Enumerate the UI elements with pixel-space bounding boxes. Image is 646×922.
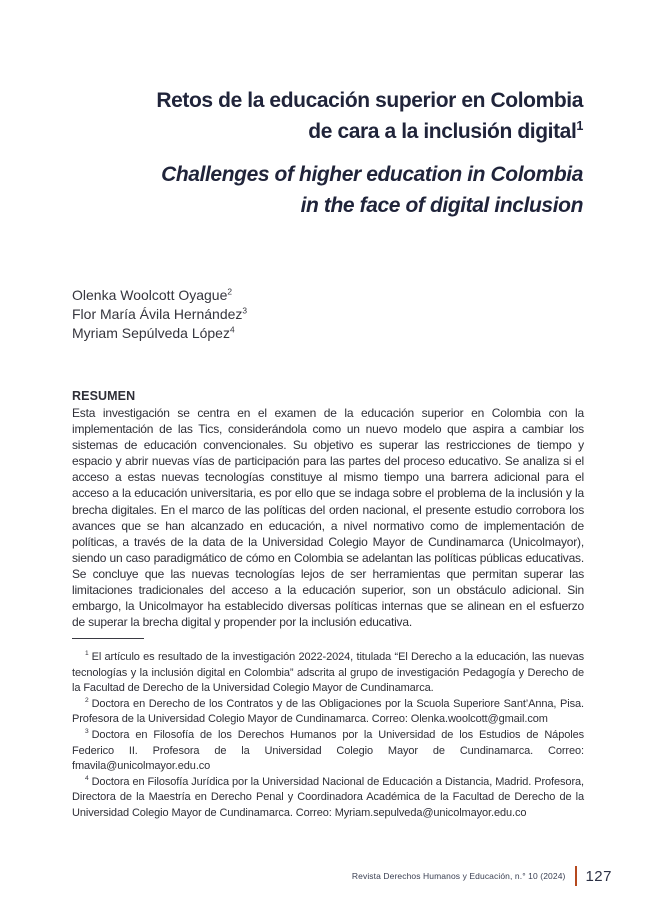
author-name: Myriam Sepúlveda López bbox=[72, 325, 230, 341]
abstract-text: Esta investigación se centra en el examen de la educación superior en Colombia con la implementación de las Tics, considerándola como un nuevo modelo que aspira a cambiar los sistemas de educación convencionales. Su objetivo es superar las restricciones de tiempo y espacio y abrir nuevas vías de participación para las partes del proceso educativo. Se analiza si el acceso a estas nuevas tecnologías constituye al mismo tiempo una barrera adicional para el acceso a la educación universitaria, es por ello que se indaga sobre el problema de la inclusión y la brecha digitales. En el marco de las políticas del orden nacional, el presente estudio corrobora los avances que se han alcanzado en educación, a nivel normativo como de implementación de políticas, a través de la data de la Universidad Colegio Mayor de Cundinamarca (Unicolmayor), siendo un caso paradigmático de cómo en Colombia se adelantan las políticas públicas educativas. Se concluye que las nuevas tecnologías lejos de ser herramientas que permitan superar las limitaciones tradicionales del acceso a la educación superior, son un obstáculo adicional. Sin embargo, la Unicolmayor ha establecido diversas políticas internas que se alinean en el esfuerzo de superar la brecha digital y propender por la inclusión educativa. bbox=[72, 406, 584, 630]
footnote-marker: 3 bbox=[85, 728, 89, 736]
footnote-4 bbox=[72, 775, 584, 822]
footnote-marker: 2 bbox=[85, 697, 89, 705]
abstract-heading: RESUMEN bbox=[72, 389, 136, 403]
footnote-text: Doctora en Filosofía Jurídica por la Universidad Nacional de Educación a Distancia, Madrid. Profesora, Directora de la Maestría en Derecho Penal y Coordinadora Académica de la Facultad de Derecho de la Universidad Colegio Mayor de Cundinamarca. Correo: Myriam.sepulveda@unicolmayor.edu.co bbox=[72, 775, 584, 819]
page-footer bbox=[352, 866, 612, 886]
footer-divider bbox=[575, 866, 577, 886]
author-name: Olenka Woolcott Oyague bbox=[72, 287, 228, 303]
footnote-separator-rule bbox=[72, 638, 144, 639]
footnote-marker: 4 bbox=[85, 775, 89, 783]
author-line bbox=[72, 286, 247, 305]
journal-name: Revista Derechos Humanos y Educación, n.° 10 (2024) bbox=[351, 871, 566, 881]
footnotes-section bbox=[72, 638, 584, 822]
author-footnote-marker: 3 bbox=[242, 305, 248, 316]
author-footnote-marker: 4 bbox=[229, 324, 235, 335]
author-name: Flor María Ávila Hernández bbox=[72, 306, 243, 322]
footnote-marker: 1 bbox=[85, 650, 89, 658]
footnote-text: El artículo es resultado de la investigación 2022-2024, titulada “El Derecho a la educación, las nuevas tecnologías y la inclusión digital en Colombia” adscrita al grupo de investigación Pedagogía y Derecho de la Facultad de Derecho de la Universidad Colegio Mayor de Cundinamarca. bbox=[72, 651, 584, 695]
article-title-english bbox=[72, 159, 583, 221]
title-footnote-marker: 1 bbox=[576, 119, 583, 133]
author-line bbox=[72, 305, 247, 324]
title-en-line1: Challenges of higher education in Colombia bbox=[161, 163, 583, 186]
abstract-section bbox=[72, 388, 584, 630]
footnote-1 bbox=[72, 650, 584, 697]
footnote-2 bbox=[72, 697, 584, 728]
title-en-line2: in the face of digital inclusion bbox=[300, 194, 583, 217]
author-footnote-marker: 2 bbox=[227, 286, 233, 297]
footnote-3 bbox=[72, 728, 584, 775]
title-es-line1: Retos de la educación superior en Colombia bbox=[156, 89, 583, 112]
footnote-text: Doctora en Filosofía de los Derechos Humanos por la Universidad de los Estudios de Nápoles Federico II. Profesora de la Universidad Colegio Mayor de Cundinamarca. Correo: fmavila@unicolmayor.edu.co bbox=[72, 728, 584, 773]
author-line bbox=[72, 324, 247, 343]
footnote-text: Doctora en Derecho de los Contratos y de las Obligaciones por la Scuola Superiore Sant’Anna, Pisa. Profesora de la Universidad Colegio Mayor de Cundinamarca. Correo: Olenka.woolcott@gmail.com bbox=[72, 697, 584, 726]
title-es-line2: de cara a la inclusión digital bbox=[308, 120, 577, 143]
article-title-spanish bbox=[72, 85, 583, 147]
page-number: 127 bbox=[585, 867, 612, 885]
authors-list bbox=[72, 286, 247, 343]
title-block bbox=[72, 85, 583, 221]
